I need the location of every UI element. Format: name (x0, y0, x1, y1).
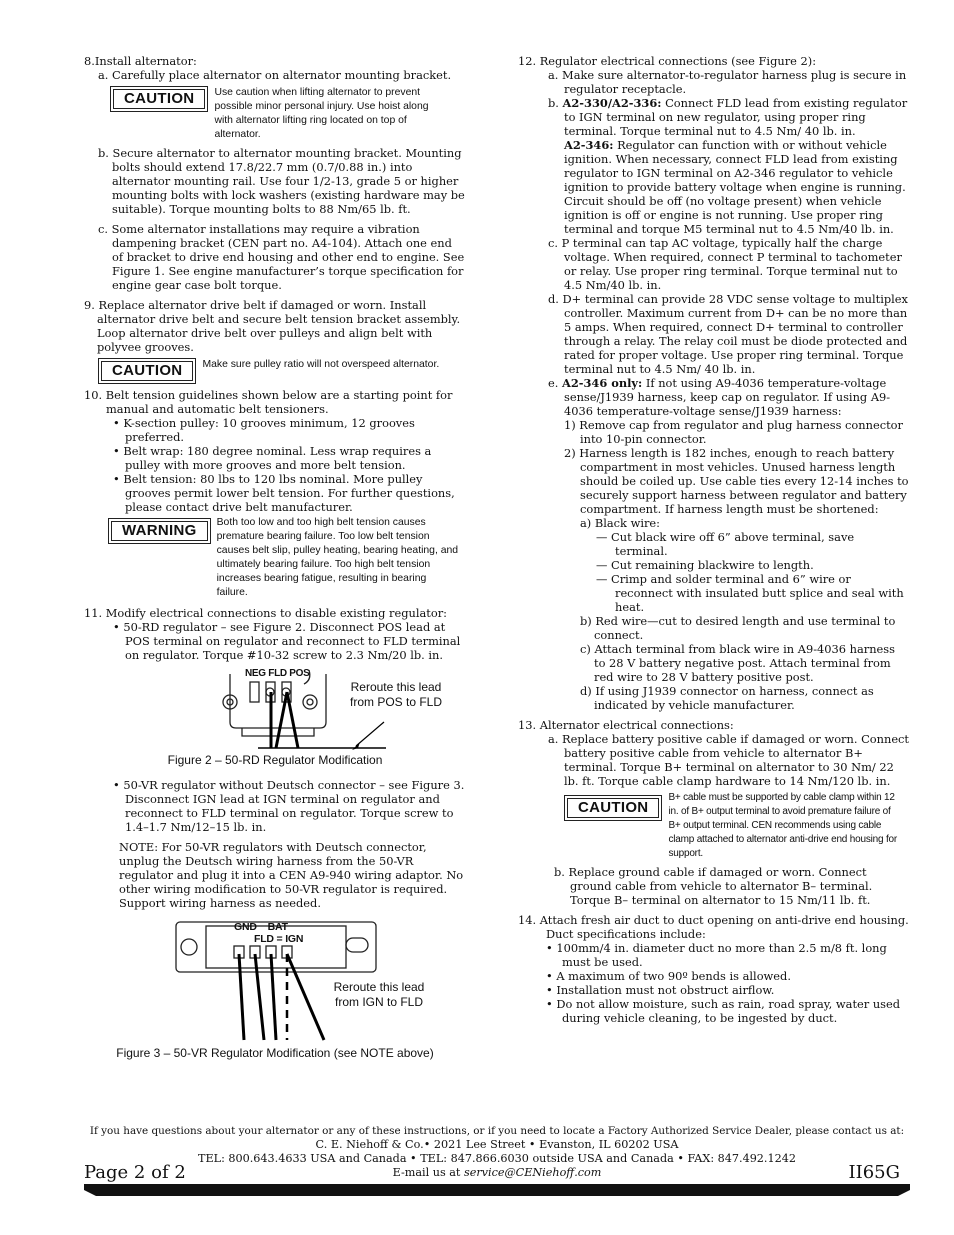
bullet-duct-diameter: • 100mm/4 in. diameter duct no more than 2.5 m/8 ft. long must be used. (546, 941, 887, 969)
figure-2-caption: Figure 2 – 50-RD Regulator Modification (167, 753, 383, 767)
step-8-title: 8.Install alternator: (84, 54, 197, 68)
page-number: Page 2 of 2 (84, 1162, 186, 1183)
bullet-50vr: • 50-VR regulator without Deutsch connector – see Figure 3. Disconnect IGN lead at IGN terminal on regulator and reconnect to FLD terminal on regulator. Torque screw to 1.4–1.7 Nm/12–15 lb. in. (113, 778, 465, 834)
warning-label-box: WARNING (108, 518, 211, 544)
step-12e-dash1: — Cut black wire off 6” above terminal, save terminal. (596, 530, 855, 558)
step-12e-d: d) If using J1939 connector on harness, connect as indicated by vehicle manufacturer. (580, 684, 874, 712)
bullet-k-section: • K-section pulley: 10 grooves minimum, 12 grooves preferred. (113, 416, 415, 444)
step-12b: b. A2-330/A2-336: Connect FLD lead from existing regulator to IGN terminal on new regulator, using proper ring terminal. Torque terminal nut to 4.5 Nm/ 40 lb. in. (548, 96, 908, 138)
footer-bar (84, 1184, 910, 1196)
bullet-duct-moisture: • Do not allow moisture, such as rain, road spray, water used during vehicle cleaning, to be ingested by duct. (546, 997, 901, 1025)
bullet-duct-airflow: • Installation must not obstruct airflow. (546, 983, 775, 997)
figure-2 (84, 662, 466, 768)
step-12e-dash2: — Cut remaining blackwire to length. (596, 558, 814, 572)
warning-block (108, 516, 466, 600)
caution-block-pulley (98, 358, 466, 384)
left-column (84, 54, 466, 1066)
step-11: 11. Modify electrical connections to disable existing regulator: (84, 606, 447, 620)
caution-block-cable (564, 791, 910, 861)
caution-block-lifting (110, 86, 466, 142)
step-12e-dash3: — Crimp and solder terminal and 6” wire or reconnect with insulated butt splice and seal with heat. (596, 572, 904, 614)
step-9: 9. Replace alternator drive belt if damaged or worn. Install alternator drive belt and secure belt tension bracket assembly. Loop alternator drive belt over pulleys and align belt with polyvee grooves. (84, 298, 461, 354)
figure-3-annotation: Reroute this lead from IGN to FLD (333, 980, 425, 1009)
caution-text: B+ cable must be supported by cable clamp within 12 in. of B+ output terminal to avoid premature failure of B+ output terminal. CEN recommends using cable clamp attached to alternator anti-drive end housing for support. (668, 792, 898, 859)
footer-address: C. E. Niehoff & Co.• 2021 Lee Street • Evanston, IL 60202 USA (315, 1138, 679, 1151)
right-column (518, 54, 910, 1025)
caution-text: Make sure pulley ratio will not overspeed alternator. (202, 359, 440, 370)
email-link[interactable]: service@CENiehoff.com (463, 1166, 602, 1179)
figure-3-bottom-terminals: FLD = IGN (254, 933, 304, 945)
step-12e-1: 1) Remove cap from regulator and plug harness connector into 10-pin connector. (564, 418, 903, 446)
step-8a: a. Carefully place alternator on alternator mounting bracket. (98, 68, 452, 82)
figure-3-top-terminals: GND BAT (234, 921, 288, 933)
footer-line-1: If you have questions about your alternator or any of these instructions, or if you need to locate a Factory Authorized Service Dealer, please contact us at: (89, 1125, 905, 1137)
footer-email-line: E-mail us at service@CENiehoff.com (392, 1166, 602, 1179)
step-12b-a2346: A2-346: Regulator can function with or without vehicle ignition. When necessary, connect FLD lead from existing regulator to IGN terminal on A2-346 regulator to vehicle ignition to provide battery voltage when engine is running. Circuit should be off (no voltage present) when vehicle ignition is off or engine is not running. Use proper ring terminal and torque M5 terminal nut to 4.5 Nm/40 lb. in. (564, 138, 906, 236)
caution-label-box: CAUTION (564, 795, 662, 821)
caution-label-box: CAUTION (110, 86, 208, 112)
footer-phone: TEL: 800.643.4633 USA and Canada • TEL: 847.866.6030 outside USA and Canada • FAX: 847.492.1242 (198, 1152, 796, 1165)
step-12e: e. A2-346 only: If not using A9-4036 temperature-voltage sense/J1939 harness, keep cap on regulator. If using A9-4036 temperature-voltage sense/J1939 harness: (548, 376, 891, 418)
bullet-50rd: • 50-RD regulator – see Figure 2. Disconnect POS lead at POS terminal on regulator and reconnect to FLD terminal on regulator. Torque #10-32 screw to 2.3 Nm/20 lb. in. (113, 620, 461, 662)
figure-2-terminals: NEG FLD POS (245, 668, 310, 679)
step-12e-c: c) Attach terminal from black wire in A9-4036 harness to 28 V battery negative post. Attach terminal from red wire to 28 V battery positive post. (580, 642, 895, 684)
step-12e-a: a) Black wire: (580, 516, 660, 530)
step-12e-2: 2) Harness length is 182 inches, enough to reach battery compartment in most vehicles. Unused harness length should be coiled up. Use cable ties every 12-14 inches to securely support harness between regulator and battery compartment. If harness length must be shortened: (564, 446, 909, 516)
figure-3-caption: Figure 3 – 50-VR Regulator Modification (see NOTE above) (116, 1046, 434, 1060)
bullet-duct-bends: • A maximum of two 90º bends is allowed. (546, 969, 791, 983)
bullet-belt-tension: • Belt tension: 80 lbs to 120 lbs nominal. More pulley grooves permit lower belt tension. For further questions, please contact drive belt manufacturer. (113, 472, 455, 514)
document-id: II65G (848, 1162, 900, 1183)
contact-footer (84, 1124, 910, 1180)
step-13b: b. Replace ground cable if damaged or worn. Connect ground cable from vehicle to alternator B– terminal. Torque B– terminal on alternator to 15 Nm/11 lb. ft. (554, 865, 873, 907)
step-12a: a. Make sure alternator-to-regulator harness plug is secure in regulator receptacle. (548, 68, 907, 96)
figure-3 (84, 918, 466, 1066)
bullet-belt-wrap: • Belt wrap: 180 degree nominal. Less wrap requires a pulley with more grooves and more belt tension. (113, 444, 432, 472)
note-deutsch: NOTE: For 50-VR regulators with Deutsch connector, unplug the Deutsch wiring harness from the 50-VR regulator and plug it into a CEN A9-940 wiring adaptor. No other wiring modification to 50-VR regulator is required. Support wiring harness as needed. (119, 840, 464, 910)
step-12c: c. P terminal can tap AC voltage, typically half the charge voltage. When required, connect P terminal to tachometer or relay. Use proper ring terminal. Torque terminal nut to 4.5 Nm/40 lb. in. (548, 236, 902, 292)
caution-text: Use caution when lifting alternator to prevent possible minor personal injury. Use hoist along with alternator lifting ring located on top of alternator. (214, 87, 429, 140)
step-13a: a. Replace battery positive cable if damaged or worn. Connect battery positive cable from vehicle to alternator B+ terminal. Torque B+ terminal on alternator to 30 Nm/ 22 lb. ft. Torque cable clamp hardware to 14 Nm/120 lb. in. (548, 732, 910, 788)
step-13: 13. Alternator electrical connections: (518, 718, 734, 732)
step-8b: b. Secure alternator to alternator mounting bracket. Mounting bolts should extend 17.8/22.7 mm (0.7/0.88 in.) into alternator mounting rail. Use four 1/2-13, grade 5 or higher mounting bolts with lock washers (existing hardware may be suitable). Torque mounting bolts to 88 Nm/65 lb. ft. (98, 146, 465, 216)
step-12d: d. D+ terminal can provide 28 VDC sense voltage to multiplex controller. Maximum current from D+ can be no more than 5 amps. When required, connect D+ terminal to controller through a relay. The relay coil must be diode protected and rated for proper voltage. Use proper ring terminal. Torque terminal nut to 4.5 Nm/ 40 lb. in. (548, 292, 908, 376)
step-10: 10. Belt tension guidelines shown below are a starting point for manual and automatic belt tensioners. (84, 388, 453, 416)
caution-label-box: CAUTION (98, 358, 196, 384)
step-12: 12. Regulator electrical connections (see Figure 2): (518, 54, 817, 68)
figure-2-annotation: Reroute this lead from POS to FLD (349, 680, 443, 709)
step-8c: c. Some alternator installations may require a vibration dampening bracket (CEN part no. A4-104). Attach one end of bracket to drive end housing and other end to engine. See Figure 1. See engine manufacturer’s torque specification for engine gear case bolt torque. (98, 222, 465, 292)
step-14: 14. Attach fresh air duct to duct opening on anti-drive end housing. Duct specifications include: (518, 913, 909, 941)
step-12e-b: b) Red wire—cut to desired length and use terminal to connect. (580, 614, 896, 642)
warning-text: Both too low and too high belt tension causes premature bearing failure. Too low belt tension causes belt slip, pulley heating, bearing heating, and ultimately bearing failure. Too high belt tension increases bearing fatigue, resulting in bearing failure. (216, 517, 459, 598)
